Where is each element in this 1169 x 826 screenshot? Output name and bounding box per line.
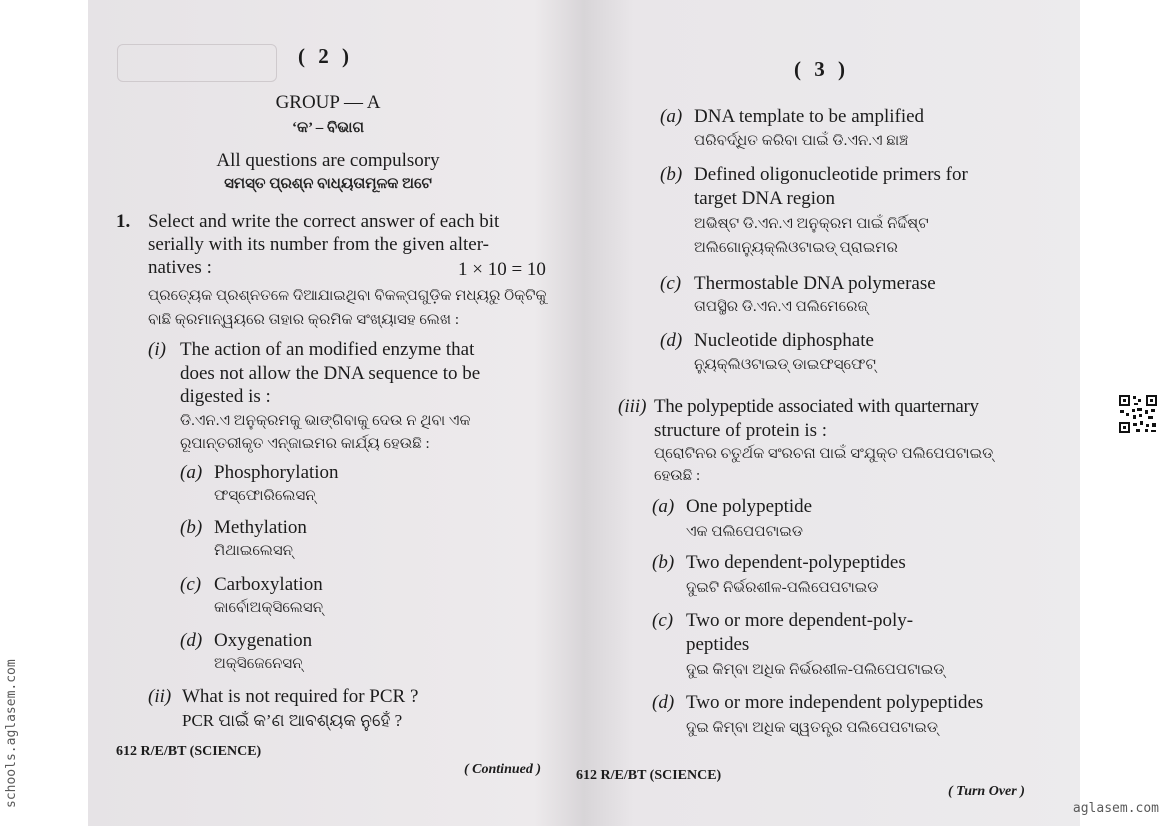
paper-code: 612 R/E/BT (SCIENCE) (116, 744, 262, 759)
option-odia: କାର୍ବୋଅକ୍ସିଲେସନ୍ (214, 600, 324, 616)
q1-line-2: serially with its number from the given alter- (148, 234, 489, 255)
option-text: Oxygenation (214, 630, 313, 651)
qi-odia-line-2: ରୂପାନ୍ତରୀକୃତ ଏନ୍‌ଜାଇମର କାର୍ଯ୍ୟ ହେଉଛି : (180, 436, 430, 452)
group-title-odia: ‘କ’ – ବିଭାଗ (292, 120, 364, 136)
q1-odia-line-1: ପ୍ରତ୍ୟେକ ପ୍ରଶ୍ନତଳେ ଦିଆଯାଇଥିବା ବିକଳ୍ପଗୁଡ଼ିକ ମଧ୍ୟରୁ ଠିକ୍‌ଟିକୁ (148, 288, 547, 304)
q1-odia-line-2: ବାଛି କ୍ରମାନ୍ୱୟରେ ତାହାର କ୍ରମିକ ସଂଖ୍ୟାସହ ଲେଖ : (148, 312, 460, 328)
qii-odia: PCR ପାଇଁ କ’ଣ ଆବଶ୍ୟକ ନୁହେଁ ? (182, 711, 403, 730)
left-page (88, 0, 578, 826)
option-odia: ଏକ ପଲିପେପଟାଇଡ (686, 524, 804, 540)
question-number: 1. (116, 211, 131, 232)
qi-line-3: digested is : (180, 386, 271, 407)
option-odia: ଦୁଇ କିମ୍ବା ଅଧିକ ସ୍ୱତନ୍ତ୍ର ପଲିପେପଟାଇଡ୍ (686, 720, 938, 736)
option-text: Methylation (214, 517, 307, 538)
option-text: One polypeptide (686, 496, 813, 517)
side-watermark: schools.aglasem.com (4, 659, 19, 808)
exam-page-spread (88, 0, 1080, 826)
q1-line-1: Select and write the correct answer of each bit (148, 211, 500, 232)
option-text: DNA template to be amplified (694, 106, 925, 127)
option-label: (c) (652, 610, 674, 631)
sub-question-label: (iii) (618, 396, 647, 417)
option-label: (a) (180, 462, 203, 483)
page-number: ( 3 ) (794, 57, 849, 81)
option-text: Two dependent-polypeptides (686, 552, 906, 573)
option-odia: ଅଭିଷ୍ଟ ଡି.ଏନ.ଏ ଅନୁକ୍ରମ ପାଇଁ ନିର୍ଦ୍ଦିଷ୍ଟ (694, 216, 929, 232)
option-text: target DNA region (694, 188, 836, 209)
option-label: (b) (660, 164, 683, 185)
option-label: (d) (180, 630, 203, 651)
option-text: Phosphorylation (214, 462, 339, 483)
option-text: Two or more independent polypeptides (686, 692, 984, 713)
option-odia: ପରିବର୍ଦ୍ଧିତ କରିବା ପାଇଁ ଡି.ଏନ.ଏ ଛାଞ୍ଚ (694, 133, 909, 149)
q1-line-3: natives : (148, 257, 212, 278)
option-odia: ମିଥାଇଲେସନ୍ (214, 543, 294, 559)
option-label: (c) (660, 273, 682, 294)
option-odia: ଅକ୍ସିଜେନେସନ୍ (214, 656, 303, 672)
instruction: All questions are compulsory (216, 150, 440, 171)
option-label: (d) (652, 692, 675, 713)
option-odia: ଦୁଇଟି ନିର୍ଭରଶୀଳ-ପଲିପେପଟାଇଡ (686, 580, 879, 596)
option-label: (a) (660, 106, 683, 127)
continued-note: ( Continued ) (464, 762, 542, 777)
option-text: Defined oligonucleotide primers for (694, 164, 968, 185)
instruction-odia: ସମସ୍ତ ପ୍ରଶ୍ନ ବାଧ୍ୟତାମୂଳକ ଅଟେ (224, 176, 432, 192)
option-text: Two or more dependent-poly- (686, 610, 914, 631)
qii-text: What is not required for PCR ? (182, 686, 419, 707)
turn-over-note: ( Turn Over ) (948, 784, 1025, 799)
page-number: ( 2 ) (298, 44, 353, 68)
qiii-odia-line-2: ହେଉଛି : (654, 468, 701, 484)
option-odia: ଫସ୍‌ଫୋରିଲେସନ୍ (214, 488, 316, 504)
option-text: Thermostable DNA polymerase (694, 273, 936, 294)
option-odia: ଅଲିଗୋନ୍ୟୁକ୍ଲିଓଟାଇଡ୍ ପ୍ରାଇମର (694, 240, 898, 256)
option-text: Carboxylation (214, 574, 323, 595)
option-text: Nucleotide diphosphate (694, 330, 874, 351)
sub-question-label: (i) (148, 339, 166, 360)
qi-line-2: does not allow the DNA sequence to be (180, 363, 481, 384)
option-odia: ଦୁଇ କିମ୍ବା ଅଧିକ ନିର୍ଭରଶୀଳ-ପଲିପେପଟାଇଡ୍ (686, 662, 945, 678)
qiii-line-1: The polypeptide associated with quarternary (654, 396, 979, 417)
sub-question-label: (ii) (148, 686, 172, 707)
qr-code-icon (1118, 394, 1158, 434)
option-label: (b) (180, 517, 203, 538)
right-page (576, 0, 1080, 826)
option-text: peptides (686, 634, 750, 655)
option-odia: ନ୍ୟୁକ୍ଲିଓଟାଇଡ୍ ଡାଇଫସ୍‌ଫେଟ୍ (694, 357, 876, 373)
roll-number-box (117, 44, 277, 82)
corner-watermark: aglasem.com (1072, 801, 1159, 816)
option-odia: ତାପସ୍ଥିର ଡି.ଏନ.ଏ ପଲିମେରେଜ୍ (694, 299, 868, 315)
qiii-odia-line-1: ପ୍ରୋଟିନର ଚତୁର୍ଥକ ସଂରଚନା ପାଇଁ ସଂଯୁକ୍ତ ପଲିପେପଟାଇଡ୍ (654, 446, 994, 462)
qiii-line-2: structure of protein is : (654, 420, 828, 441)
option-label: (d) (660, 330, 683, 351)
option-label: (a) (652, 496, 675, 517)
qi-line-1: The action of an modified enzyme that (180, 339, 475, 360)
q1-marks: 1 × 10 = 10 (458, 259, 546, 280)
qi-odia-line-1: ଡି.ଏନ.ଏ ଅନୁକ୍ରମକୁ ଭାଙ୍ଗିବାକୁ ଦେଉ ନ ଥିବା ଏକ (180, 413, 471, 429)
paper-code: 612 R/E/BT (SCIENCE) (576, 768, 722, 783)
option-label: (b) (652, 552, 675, 573)
option-label: (c) (180, 574, 202, 595)
group-title: GROUP — A (275, 92, 381, 113)
